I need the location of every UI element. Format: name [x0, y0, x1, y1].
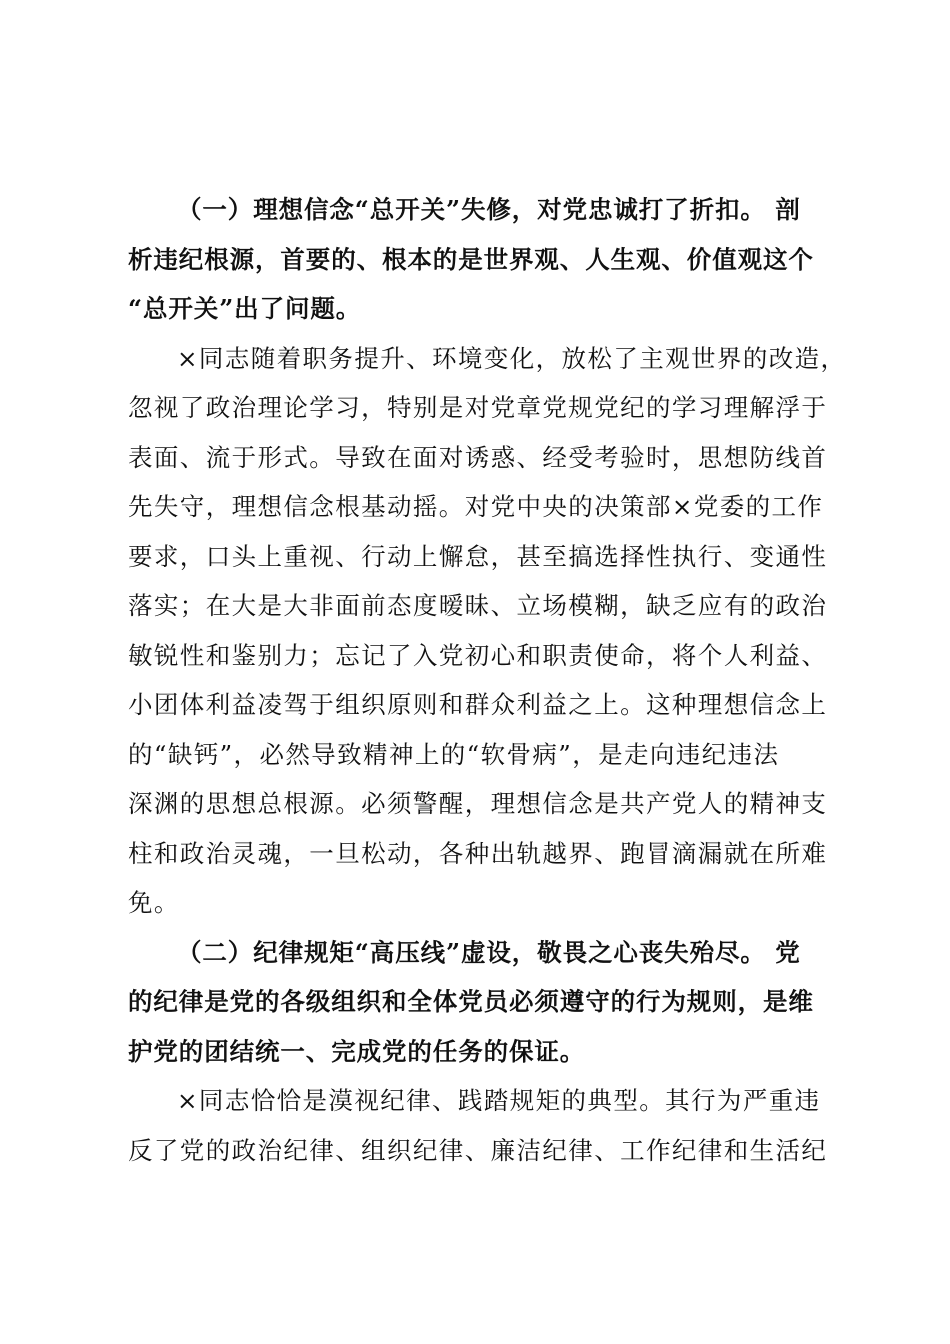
body-line: 免。: [128, 888, 180, 917]
heading-line: 的纪律是党的各级组织和全体党员必须遵守的行为规则，是维: [128, 987, 814, 1016]
section-1-heading: [128, 185, 848, 334]
section-2-heading: [128, 928, 848, 1077]
body-line: 先失守，理想信念根基动摇。对党中央的决策部×党委的工作: [128, 492, 824, 521]
heading-line: 析违纪根源，首要的、根本的是世界观、人生观、价值观这个: [128, 244, 814, 274]
body-line: 表面、流于形式。导致在面对诱惑、经受考验时，思想防线首: [128, 442, 828, 472]
body-line: 忽视了政治理论学习，特别是对党章党规党纪的学习理解浮于: [128, 393, 828, 422]
heading-line: （二）纪律规矩“高压线”虚设，敬畏之心丧失殆尽。 党: [177, 937, 801, 967]
heading-line: 护党的团结统一、完成党的任务的保证。: [128, 1036, 586, 1066]
body-line: 敏锐性和鉴别力；忘记了入党初心和职责使命，将个人利益、: [128, 640, 828, 670]
heading-line: （一）理想信念“总开关”失修，对党忠诚打了折扣。 剖: [177, 195, 801, 224]
body-line: ×同志恰恰是漠视纪律、践踏规矩的典型。其行为严重违: [177, 1086, 821, 1115]
body-line: ×同志随着职务提升、环境变化，放松了主观世界的改造，: [177, 343, 847, 373]
body-line: 的“缺钙”，必然导致精神上的“软骨病”，是走向违纪违法: [128, 739, 780, 769]
body-line: 要求，口头上重视、行动上懈怠，甚至搞选择性执行、变通性: [128, 541, 828, 571]
section-2-body: [128, 1076, 848, 1175]
section-1-body: [128, 334, 848, 928]
heading-line: “总开关”出了问题。: [128, 294, 362, 323]
body-line: 小团体利益凌驾于组织原则和群众利益之上。这种理想信念上: [128, 690, 828, 719]
body-line: 反了党的政治纪律、组织纪律、廉洁纪律、工作纪律和生活纪: [128, 1135, 828, 1165]
body-line: 柱和政治灵魂，一旦松动，各种出轨越界、跑冒滴漏就在所难: [128, 838, 828, 868]
document-page: [128, 185, 848, 1175]
body-line: 落实；在大是大非面前态度暧昧、立场模糊，缺乏应有的政治: [128, 591, 828, 620]
body-line: 深渊的思想总根源。必须警醒，理想信念是共产党人的精神支: [128, 789, 828, 818]
